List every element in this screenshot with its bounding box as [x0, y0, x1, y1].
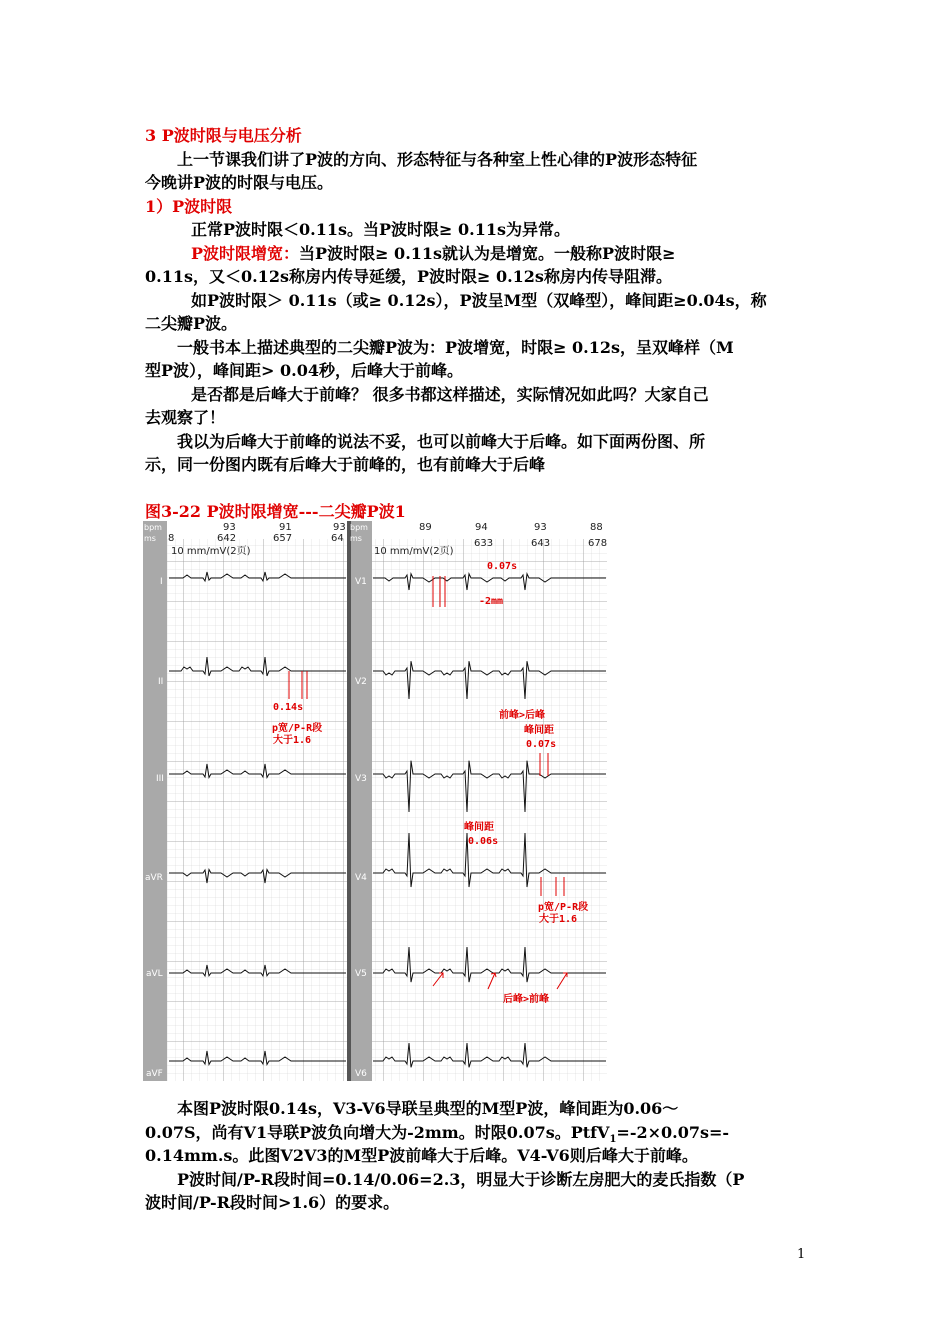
left-ms-4: 64: [331, 533, 344, 544]
paragraph-7-line-1: 我以为后峰大于前峰的说法不妥，也可以前峰大于后峰。如下面两份图、所: [177, 431, 706, 451]
paragraph-3-line-2: 0.11s，又＜0.12s称房内传导延缓，P波时限≥ 0.12s称房内传导阻滞。: [145, 267, 672, 286]
paragraph-6-line-1: 是否都是后峰大于前峰？ 很多书都这样描述，实际情况如此吗？大家自己: [191, 384, 709, 404]
annot-gt16-right: 大于1.6: [539, 914, 578, 925]
lead-label-V4: V4: [355, 873, 367, 883]
paragraph-4-line-2: 二尖瓣P波。: [145, 314, 238, 333]
highlight-label: P波时限增宽：: [191, 243, 300, 263]
subheading: 1）P波时限: [145, 196, 233, 216]
left-bpm-2: 91: [279, 522, 292, 533]
lead-label-aVL: aVL: [146, 969, 163, 979]
left-bpm-label: bpm: [144, 523, 162, 532]
annot-014s: 0.14s: [273, 702, 304, 713]
lead-label-II: II: [158, 677, 164, 687]
figure-caption: 图3-22 P波时限增宽---二尖瓣P波1: [145, 502, 406, 521]
bottom-2-line-2: 波时间/P-R段时间>1.6）的要求。: [145, 1193, 400, 1212]
bottom-1-line-2-main: 0.07S，尚有V1导联P波负向增大为-2mm。时限0.07s。PtfV: [145, 1122, 610, 1142]
right-bpm-label: bpm: [350, 523, 368, 532]
paragraph-5-line-1: 一般书本上描述典型的二尖瓣P波为：P波增宽，时限≥ 0.12s，呈双峰样（M: [177, 337, 734, 357]
bottom-1-line-3: 0.14mm.s。此图V2V3的M型P波前峰大于后峰。V4-V6则后峰大于前峰。: [145, 1146, 698, 1165]
left-ms-1: 8: [168, 533, 175, 544]
bottom-1-line-2: [145, 1121, 809, 1145]
paragraph-1-line-1: 上一节课我们讲了P波的方向、形态特征与各种室上性心律的P波形态特征: [177, 149, 698, 169]
paragraph-7-line-2: 示，同一份图内既有后峰大于前峰的，也有前峰大于后峰: [145, 455, 546, 474]
annot-2mm: -2mm: [479, 596, 504, 607]
annot-pwide-left: p宽/P-R段: [272, 723, 323, 734]
right-ms-2: 643: [531, 538, 551, 549]
left-scale: 10 mm/mV(2页): [171, 546, 251, 557]
paragraph-4-line-1: 如P波时限＞ 0.11s（或≥ 0.12s），P波呈M型（双峰型），峰间距≥0.04s，称: [191, 290, 767, 310]
right-scale: 10 mm/mV(2页): [374, 546, 454, 557]
annot-back-gt-front: 后峰>前峰: [503, 994, 550, 1005]
paragraph-1-line-2: 今晚讲P波的时限与电压。: [145, 173, 334, 192]
paragraph-3-rest: 当P波时限≥ 0.11s就认为是增宽。一般称P波时限≥: [299, 243, 676, 263]
paragraph-6-line-2: 去观察了！: [145, 408, 226, 427]
lead-label-V2: V2: [355, 677, 367, 687]
right-ms-1: 633: [474, 538, 494, 549]
annot-007s-v3: 0.07s: [526, 739, 557, 750]
left-ms-2: 642: [217, 533, 237, 544]
lead-label-V5: V5: [355, 969, 367, 979]
annot-007s-v1: 0.07s: [487, 561, 518, 572]
right-ms-3: 678: [588, 538, 607, 549]
left-bpm-3: 93: [333, 522, 346, 533]
lead-label-III: III: [156, 774, 164, 784]
bottom-2-line-1: P波时间/P-R段时间=0.14/0.06=2.3，明显大于诊断左房肥大的麦氏指数（P: [177, 1169, 745, 1189]
bottom-1-line-1: 本图P波时限0.14s，V3-V6导联呈典型的M型P波，峰间距为0.06～: [177, 1099, 679, 1118]
left-ms-3: 657: [273, 533, 293, 544]
paragraph-2: 正常P波时限＜0.11s。当P波时限≥ 0.11s为异常。: [191, 220, 570, 239]
body-text: [145, 124, 809, 477]
paragraph-5-line-2: 型P波），峰间距> 0.04秒，后峰大于前峰。: [145, 361, 463, 380]
lead-label-V3: V3: [355, 774, 367, 784]
right-bpm-1: 89: [419, 522, 432, 533]
bottom-text: [145, 1097, 809, 1215]
left-grid: [167, 539, 347, 1081]
ptfv-subscript: 1: [609, 1133, 617, 1145]
ecg-figure: [143, 521, 607, 1081]
annot-006s-v4: 0.06s: [468, 836, 499, 847]
lead-label-V6: V6: [355, 1069, 367, 1079]
lead-label-aVR: aVR: [145, 873, 163, 883]
annot-pwide-right: p宽/P-R段: [538, 902, 589, 913]
annot-gt16-left: 大于1.6: [273, 735, 312, 746]
annot-peak-dist-v4: 峰间距: [464, 822, 494, 833]
lead-label-I: I: [160, 577, 163, 587]
annot-peak-dist-v3: 峰间距: [524, 725, 554, 736]
left-bpm-1: 93: [223, 522, 236, 533]
left-ms-label: ms: [144, 534, 156, 543]
lead-label-V1: V1: [355, 577, 367, 587]
section-heading: 3 P波时限与电压分析: [145, 126, 302, 145]
page-number: 1: [797, 1247, 806, 1262]
lead-label-aVF: aVF: [146, 1069, 163, 1079]
paragraph-3-line-1: [145, 242, 809, 266]
right-grid: [372, 539, 607, 1081]
right-bpm-3: 93: [534, 522, 547, 533]
left-lead-column: [143, 521, 167, 1081]
right-bpm-2: 94: [475, 522, 488, 533]
right-ms-label: ms: [350, 534, 362, 543]
bottom-1-line-2-tail: =-2×0.07s=-: [616, 1122, 730, 1142]
right-bpm-4: 88: [590, 522, 603, 533]
annot-front-gt-back: 前峰>后峰: [499, 710, 546, 721]
